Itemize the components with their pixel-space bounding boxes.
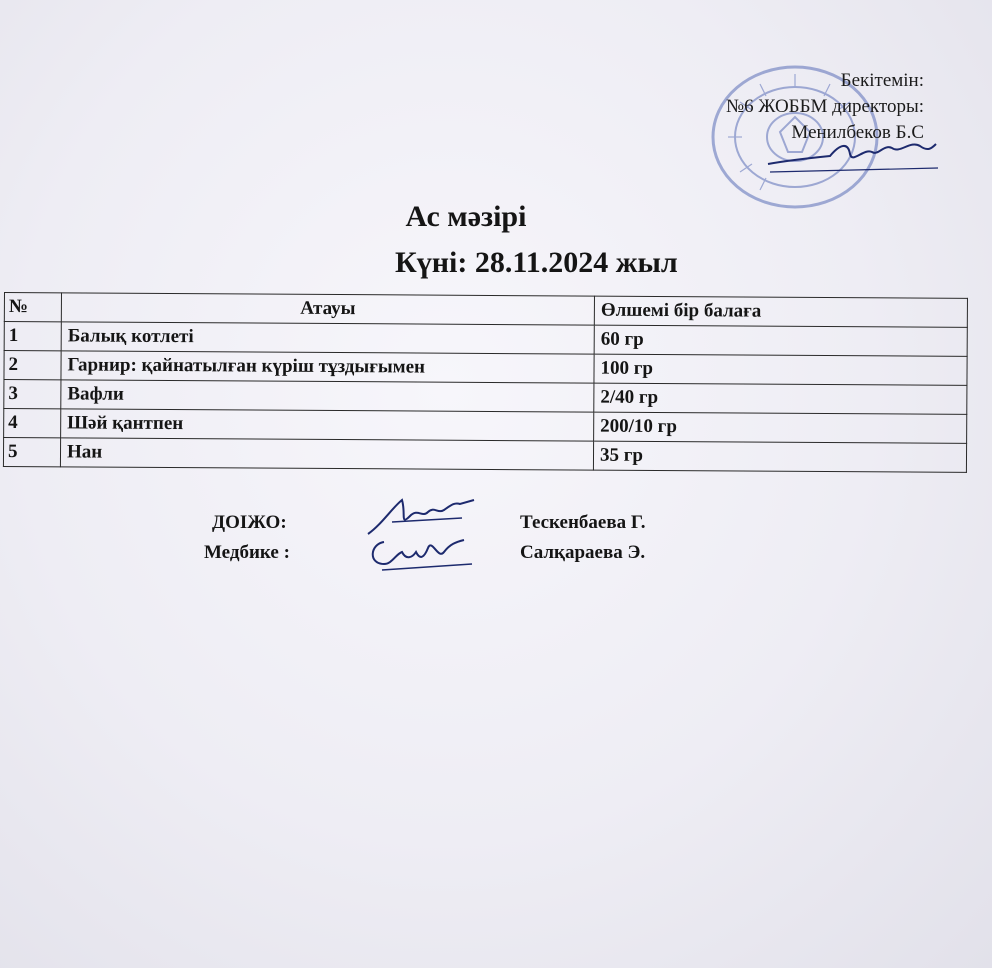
header-number: № (4, 293, 61, 322)
row-dish-name: Гарнир: қайнатылған күріш тұздығымен (61, 351, 594, 383)
row-number: 3 (4, 380, 61, 409)
row-dish-name: Шәй қантпен (61, 409, 594, 441)
signature-name: Тескенбаева Г. (520, 512, 646, 533)
row-number: 2 (4, 351, 61, 380)
row-number: 5 (3, 438, 60, 467)
approval-position: №6 ЖОББМ директоры: (726, 96, 924, 117)
signature-role: Медбике : (204, 542, 290, 563)
row-dish-name: Нан (60, 438, 593, 470)
document-title: Ас мәзірі (405, 200, 527, 233)
signature-name: Салқараева Э. (520, 542, 646, 563)
row-number: 4 (4, 409, 61, 438)
menu-table (3, 292, 968, 473)
row-amount: 100 гр (594, 354, 967, 385)
row-amount: 200/10 гр (594, 412, 967, 443)
signature-row-medbike (204, 542, 732, 572)
header-amount: Өлшемі бір балаға (594, 296, 967, 327)
row-number: 1 (4, 322, 61, 351)
row-amount: 60 гр (594, 325, 967, 356)
approval-label: Бекітемін: (840, 70, 924, 91)
approval-director-name: Менилбеков Б.С (791, 122, 924, 143)
signature-block (204, 512, 732, 572)
row-dish-name: Балық котлеті (61, 322, 594, 354)
row-amount: 2/40 гр (594, 383, 967, 414)
row-dish-name: Вафли (61, 380, 594, 412)
document-date: Күні: 28.11.2024 жыл (395, 246, 678, 279)
director-signature (760, 130, 940, 180)
header-name: Атауы (61, 293, 594, 325)
handwritten-signature (362, 530, 482, 576)
signature-role: ДОІЖО: (212, 512, 287, 533)
row-amount: 35 гр (593, 441, 966, 472)
table-row (3, 438, 966, 473)
